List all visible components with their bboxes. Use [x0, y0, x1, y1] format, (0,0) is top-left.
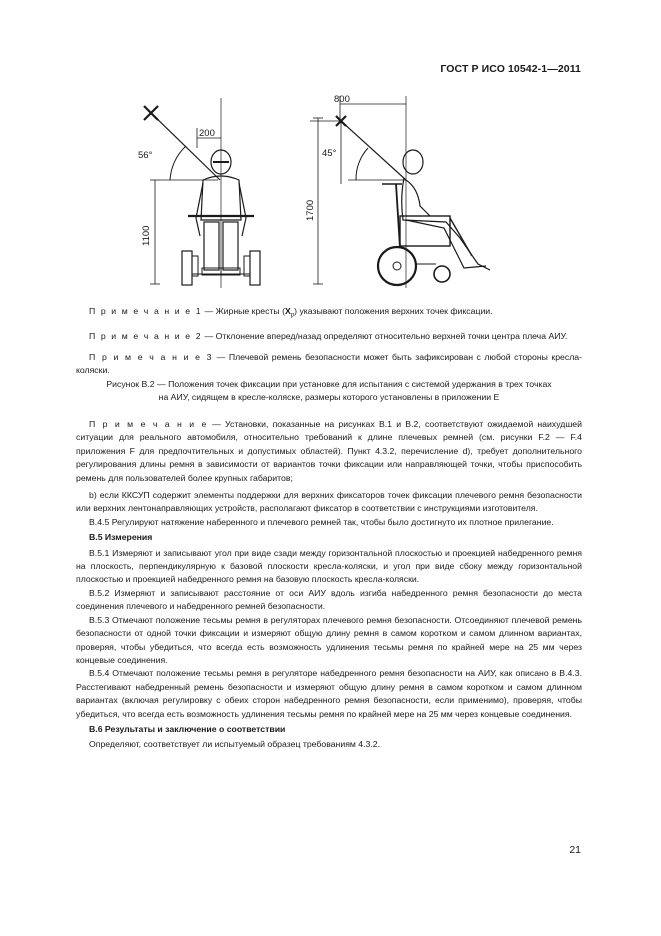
paragraph-b54: B.5.4 Отмечают положение тесьмы ремня в регуляторе набедренного ремня безопасности на АИУ, как описано в B.4.3. Расстегивают набедренный ремень безопасности и измеряют общую длину ремня в самом коротком и самом длинном вариантах (включая регулировку с обеих сторон набедренного ремня безопасности, если применимо), проверяя, чтобы убедиться, что всегда есть возможность удлинения тесьмы ремня по крайней мере на 25 мм через концевые соединения. — [76, 668, 582, 719]
paragraph-b52: B.5.2 Измеряют и записывают расстояние от оси АИУ вдоль изгиба набедренного ремня безопасности до места соединения плечевого и набедренного ремней безопасности. — [76, 587, 582, 612]
figure-drawing — [100, 88, 560, 300]
document-header: ГОСТ Р ИСО 10542-1—2011 — [440, 63, 581, 75]
rear-width-label: 200 — [199, 128, 215, 139]
rear-view-diagram — [144, 98, 260, 288]
paragraph-b6: Определяют, соответствует ли испытуемый образец требованиям 4.3.2. — [89, 739, 381, 750]
side-width-label: 800 — [334, 94, 350, 105]
body-note: П р и м е ч а н и е — Установки, показанные на рисунках B.1 и B.2, соответствуют ожидаемой наихудшей ситуации для реального автомобиля, относительно требований к длине плечевых ремней (см. рисунки F.2 — F.4 приложения F для предпочтительных и допустимых областей). Пункт 4.3.2, перечисление d), требует дополнительного регулирования длины ремня в зависимости от вариантов точки фиксации или направляющей точки, чтобы приспособить ремень для пользователей более крупных габаритов; — [76, 419, 582, 483]
paragraph-b53: B.5.3 Отмечают положение тесьмы ремня в регуляторах плечевого ремня безопасности. Отсоединяют плечевой ремень безопасности от одной точки фиксации и измеряют общую длину ремня в самом коротком и самом длинном вариантах, проверяя, чтобы убедиться, что всегда есть возможность удлинения тесьмы ремня по крайней мере на 25 мм через концевые соединения. — [76, 614, 582, 665]
rear-height-label: 1100 — [141, 225, 152, 246]
side-angle-label: 45° — [322, 148, 337, 159]
figure-note-2: П р и м е ч а н и е 2 — Отклонение вперед/назад определяют относительно верхней точки центра плеча АИУ. — [89, 331, 568, 342]
figure-b2 — [100, 88, 560, 300]
paragraph-b: b) если ККСУП содержит элементы поддержки для верхних фиксаторов точек фиксации плечевого ремня безопасности или верхних лентонаправляющих устройств, располагают фиксатор в соответствии с инструкциями изготовителя. — [76, 490, 582, 514]
side-height-label: 1700 — [305, 199, 316, 221]
side-view-diagram — [310, 96, 490, 288]
caption-line-2: на АИУ, сидящем в кресле-коляске, размеры которого установлены в приложении E — [158, 392, 500, 403]
paragraph-b51: B.5.1 Измеряют и записывают угол при виде сзади между горизонтальной плоскостью и проекцией набедренного ремня на плоскость, перпендикулярную к базовой плоскости кресла-коляски, и угол при виде сбоку между горизонтальной плоскостью и проекцией набедренного ремня на базовую плоскость кресла-коляски. — [76, 547, 582, 585]
figure-caption — [76, 378, 582, 405]
section-b5-heading: B.5 Измерения — [89, 532, 153, 543]
page-number: 21 — [569, 844, 581, 856]
figure-note-1: П р и м е ч а н и е 1 — Жирные кресты $(X_p)$ указывают положения верхних точек фиксации. — [89, 306, 493, 319]
caption-line-1: Рисунок B.2 — Положения точек фиксации при установке для испытания с системой удержания в трех точках — [106, 379, 552, 389]
figure-note-3: П р и м е ч а н и е 3 — Плечевой ремень безопасности может быть зафиксирован с любой стороны кресла-коляски. — [76, 351, 582, 375]
main-body — [76, 418, 582, 752]
section-b6-heading: B.6 Результаты и заключение о соответствии — [89, 723, 286, 734]
figure-notes — [76, 305, 582, 377]
paragraph-b45: B.4.5 Регулируют натяжение наберенного и плечевого ремней так, чтобы было достигнуто их плотное прилегание. — [89, 516, 554, 527]
rear-angle-label: 56° — [138, 150, 153, 161]
